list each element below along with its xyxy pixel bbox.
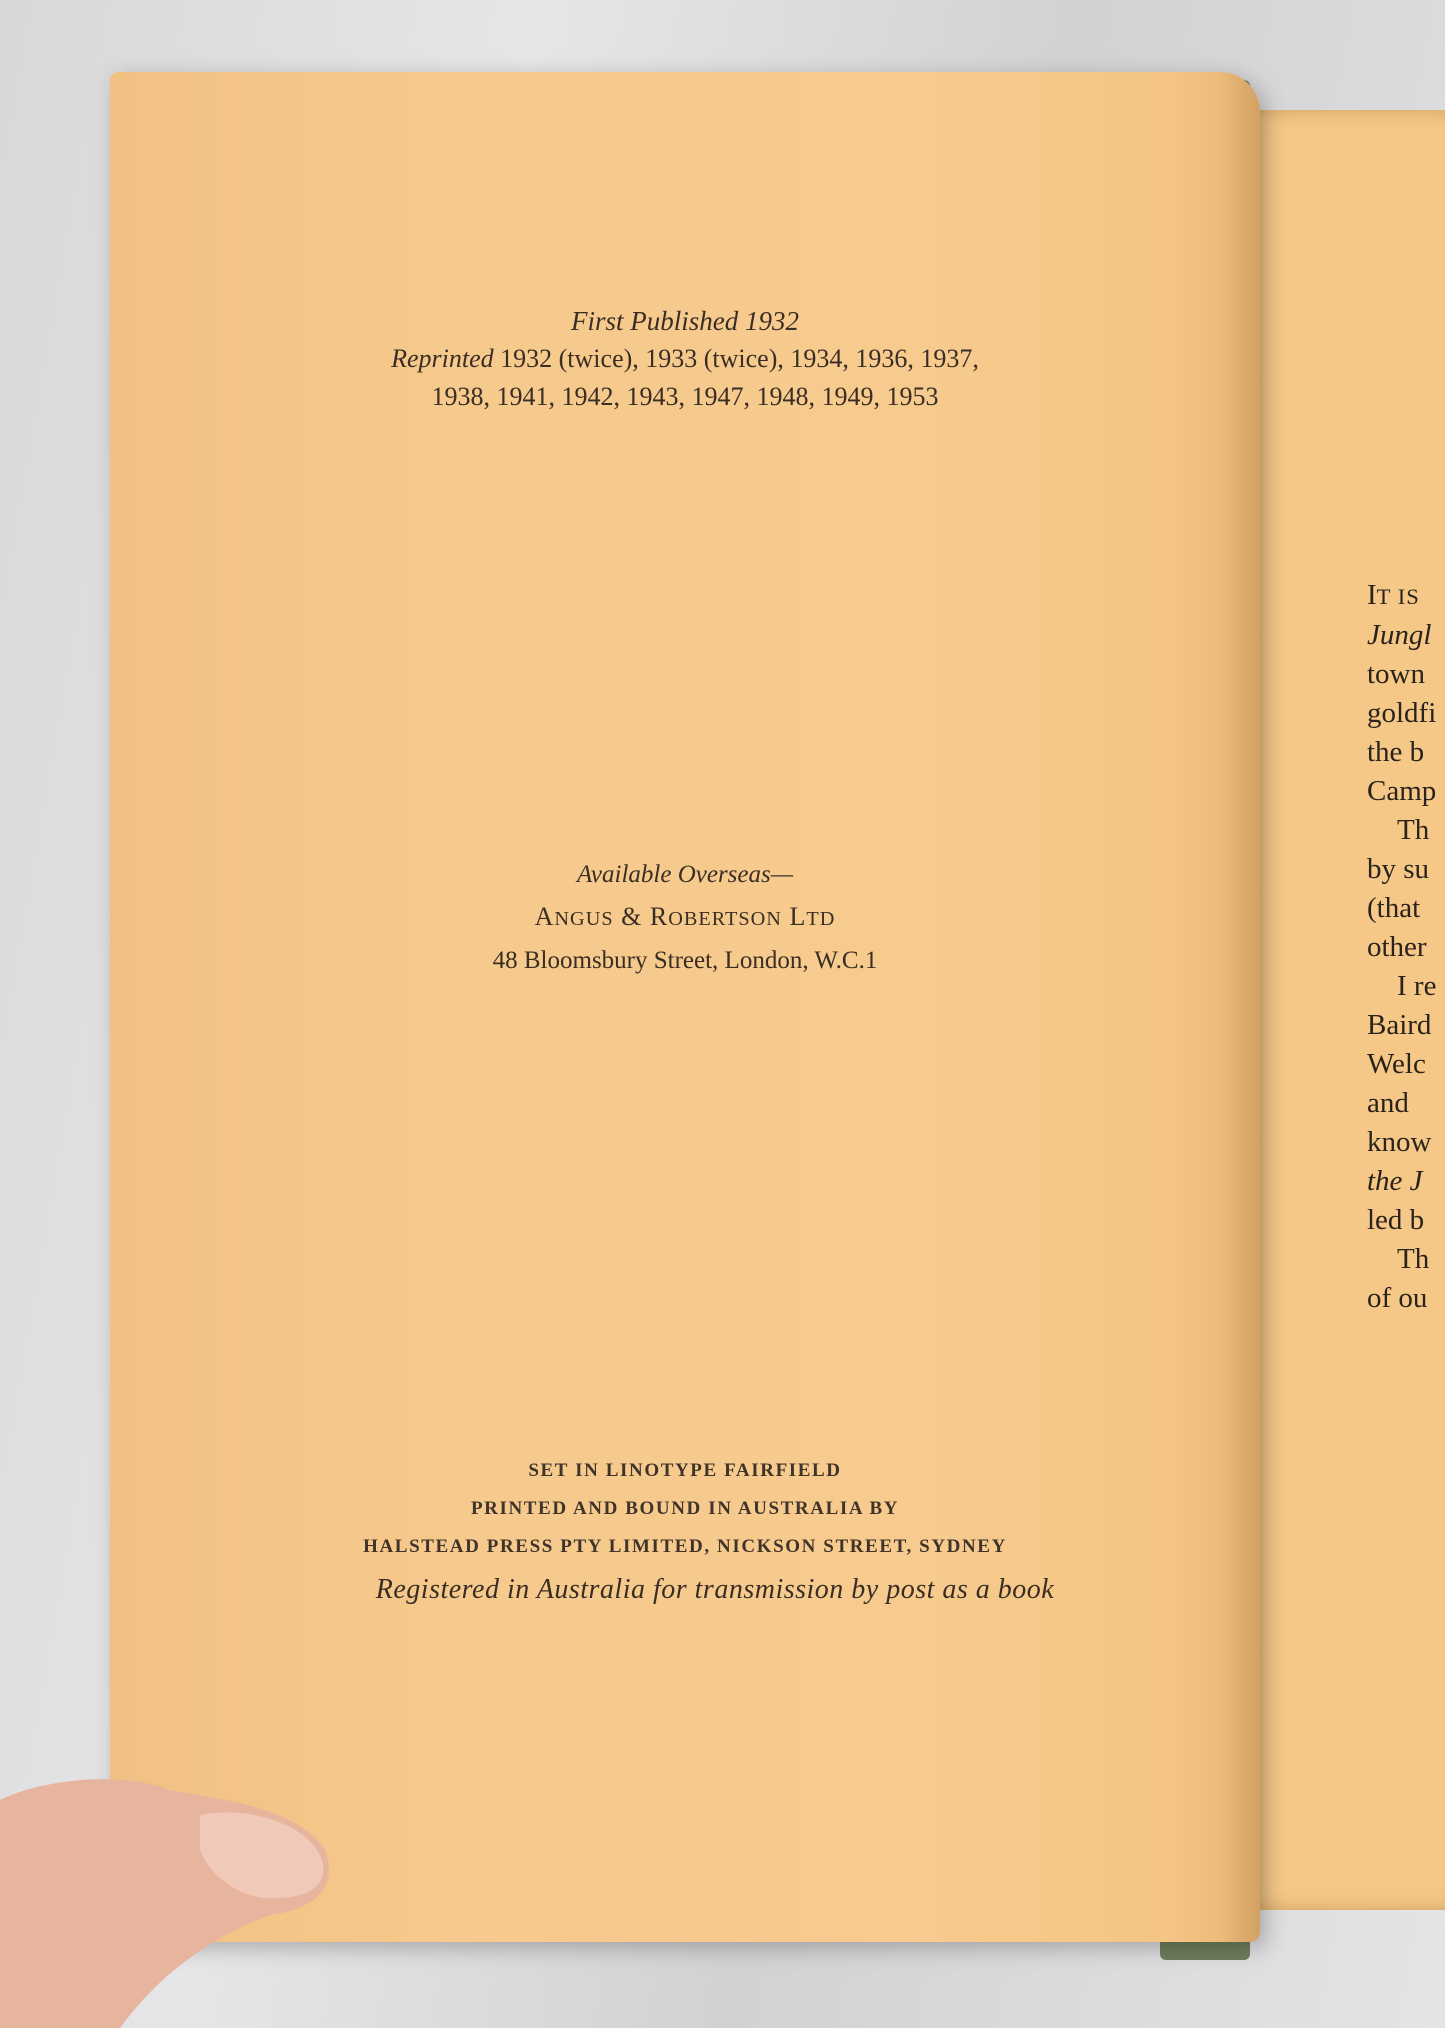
- right-page-text: [1367, 576, 1445, 1318]
- right-page: [1240, 110, 1445, 1910]
- publication-history: [110, 302, 1260, 416]
- right-page-line: by su: [1367, 853, 1430, 885]
- thumb-shape: [0, 1779, 329, 2028]
- publisher-word-rest: NGUS: [554, 908, 614, 930]
- overseas-label: Available Overseas—: [577, 861, 793, 888]
- publisher-word-rest: OBERTSON: [668, 908, 782, 930]
- publisher-word-rest: TD: [806, 908, 836, 930]
- reprinted-years-1: 1932 (twice), 1933 (twice), 1934, 1936, 1937,: [500, 344, 979, 373]
- publisher-word-initial: L: [789, 902, 807, 931]
- right-page-line: of ou: [1367, 1282, 1428, 1314]
- right-page-line: the b: [1367, 736, 1425, 768]
- registered-line: Registered in Australia for transmission by post as a book: [375, 1574, 1055, 1605]
- right-page-initial-rest: T IS: [1376, 584, 1420, 609]
- publisher-word-initial: &: [621, 902, 643, 931]
- printed-by-line: PRINTED AND BOUND IN AUSTRALIA BY: [470, 1498, 900, 1519]
- reprinted-label: Reprinted: [391, 344, 494, 373]
- right-page-initial: I: [1367, 579, 1377, 611]
- hand-holding-page: [0, 1770, 340, 2028]
- right-page-line: Baird: [1367, 1009, 1432, 1041]
- typeface-line: SET IN LINOTYPE FAIRFIELD: [528, 1460, 842, 1481]
- right-page-line: other: [1367, 931, 1427, 963]
- overseas-address: 48 Bloomsbury Street, London, W.C.1: [492, 947, 878, 974]
- first-published-line: First Published 1932: [571, 306, 799, 336]
- right-page-line: led b: [1367, 1204, 1425, 1236]
- right-page-line: (that: [1367, 892, 1421, 924]
- right-page-line: Jungl: [1367, 619, 1432, 651]
- printer-line: HALSTEAD PRESS PTY LIMITED, NICKSON STREET, SYDNEY: [363, 1536, 1007, 1557]
- right-page-line: town: [1367, 658, 1425, 690]
- reprinted-line-2: 1938, 1941, 1942, 1943, 1947, 1948, 1949, 1953: [431, 382, 939, 411]
- right-page-line: goldfi: [1367, 697, 1437, 729]
- right-page-line: the J: [1367, 1165, 1423, 1197]
- reprinted-line-1: [110, 340, 1260, 378]
- publisher-word-initial: R: [649, 902, 669, 931]
- right-page-line: know: [1367, 1126, 1432, 1158]
- right-page-line: I re: [1397, 970, 1437, 1002]
- overseas-availability: [110, 854, 1260, 982]
- left-page: [110, 72, 1260, 1942]
- right-page-line: [1367, 576, 1445, 616]
- right-page-line: Th: [1397, 814, 1430, 846]
- printing-details: [110, 1452, 1260, 1610]
- right-page-line: and: [1367, 1087, 1409, 1119]
- right-page-line: Camp: [1367, 775, 1437, 807]
- right-page-line: Welc: [1367, 1048, 1426, 1080]
- overseas-publisher: [110, 896, 1260, 940]
- publisher-word-initial: A: [534, 902, 555, 931]
- right-page-line: Th: [1397, 1243, 1430, 1275]
